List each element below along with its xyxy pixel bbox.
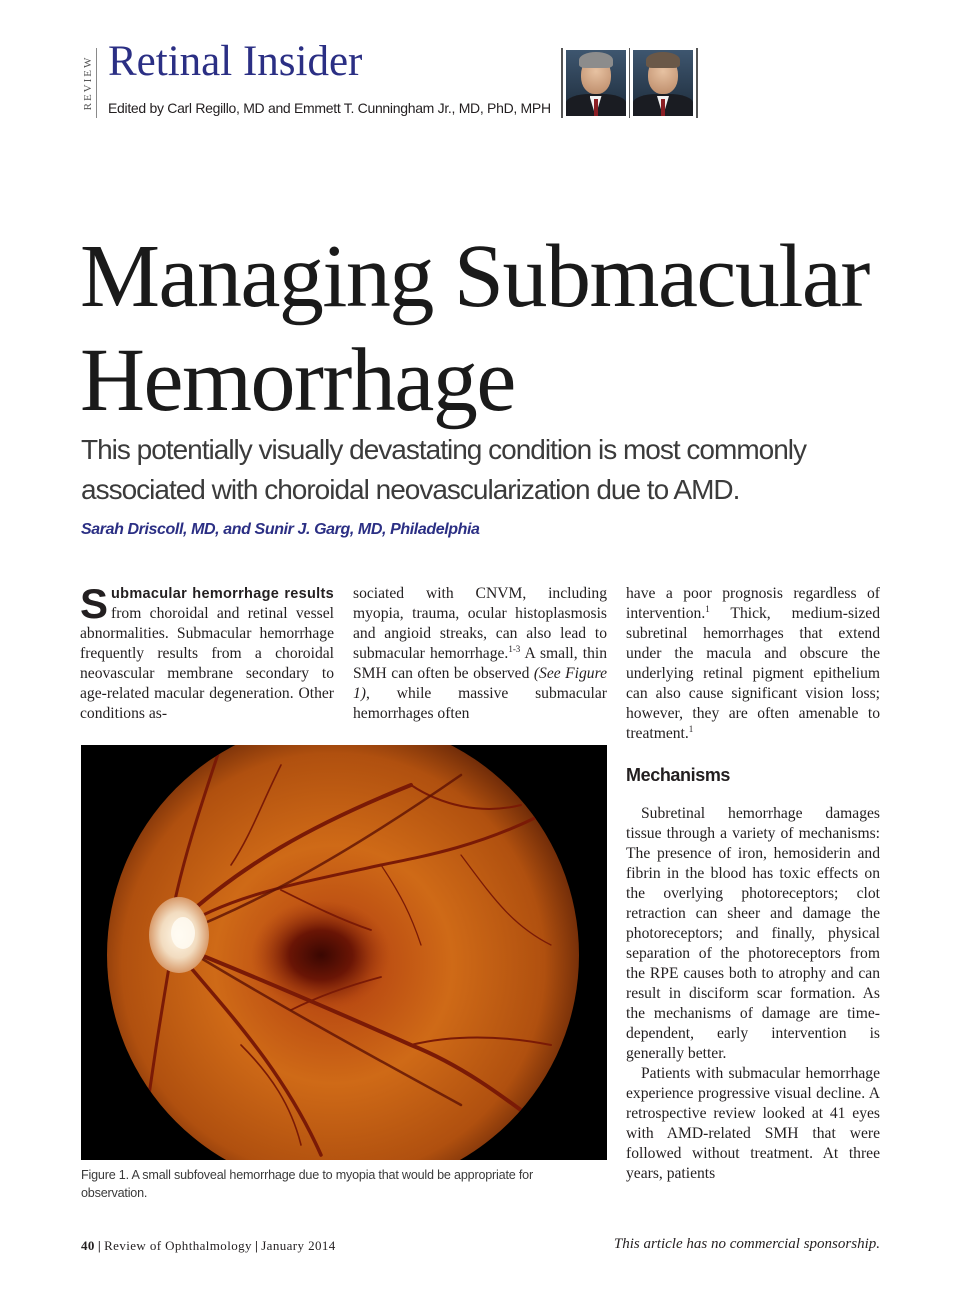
section-tab-label: REVIEW [82, 55, 94, 111]
intro-paragraph [80, 580, 334, 724]
footer-separator: | [97, 1238, 102, 1253]
column-3-paragraph [626, 584, 880, 744]
column-title: Retinal Insider [108, 38, 363, 85]
article-subtitle: This potentially visually devastating condition is most commonly associated with choroidal neovascularization due to AMD. [81, 434, 807, 505]
figure-caption: Figure 1. A small subfoveal hemorrhage due to myopia that would be appropriate for observation. [81, 1168, 533, 1200]
drop-cap: S [80, 580, 109, 627]
reference-superscript: 1-3 [508, 643, 521, 654]
publication-name: Review of Ophthalmology [104, 1238, 252, 1253]
reference-superscript: 1 [688, 723, 694, 734]
body-column-1 [80, 580, 334, 724]
figure-reference: (See Figure 1) [353, 665, 608, 702]
mechanisms-paragraph-2: Patients with submacular hemorrhage experience progressive visual decline. A retrospective review looked at 41 eyes with AMD-related SMH that were followed without treatment. At three years, patients [626, 1065, 880, 1182]
section-heading-mechanisms: Mechanisms [626, 765, 731, 785]
page-number: 40 [81, 1238, 95, 1253]
body-text: , while massive submacular hemorrhages often [353, 685, 607, 722]
intro-text: from choroidal and retinal vessel abnormalities. Submacular hemorrhage frequently results from a choroidal neovascular membrane secondary to age-related macular degeneration. Other conditions as- [80, 605, 334, 722]
body-column-2 [353, 584, 607, 724]
sponsorship-disclaimer: This article has no commercial sponsorship. [613, 1236, 880, 1252]
lead-in-text: ubmacular hemorrhage results [111, 586, 334, 602]
body-text: sociated with CNVM, including myopia, trauma, ocular histoplasmosis and angioid streaks, can also lead to submacular hemorrhage. [353, 585, 607, 662]
fundus-photograph [81, 745, 607, 1160]
editor-photos [558, 48, 701, 118]
column-2-paragraph [353, 584, 607, 724]
editor-photo-regillo [566, 50, 626, 116]
photo-divider [629, 48, 631, 118]
article-title-line-2: Hemorrhage [80, 331, 515, 430]
body-text: A small, thin SMH can often be observed [353, 645, 607, 682]
editor-photo-cunningham [633, 50, 693, 116]
article-title [80, 225, 900, 433]
photo-divider [696, 48, 698, 118]
reference-superscript: 1 [705, 603, 710, 614]
issue-date: January 2014 [261, 1238, 336, 1253]
footer-separator: | [254, 1238, 259, 1253]
body-column-3-top [626, 584, 880, 744]
mechanisms-paragraph-1: Subretinal hemorrhage damages tissue through a variety of mechanisms: The presence of iron, hemosiderin and fibrin in the blood has toxic effects on the overlying photoreceptors; clot retraction can sheer and damage the photoreceptors; and finally, physical separation of the photoreceptors from the RPE causes both to atrophy and can result in disciform scar formation. As the mechanisms of damage are time-dependent, early intervention is generally better. [626, 805, 880, 1062]
page-footer [81, 1238, 336, 1254]
fundus-image [81, 745, 607, 1160]
photo-divider [561, 48, 563, 118]
article-byline: Sarah Driscoll, MD, and Sunir J. Garg, MD, Philadelphia [81, 521, 480, 538]
article-title-line-1: Managing Submacular [80, 227, 869, 326]
body-text: have a poor prognosis regardless of intervention. [626, 585, 880, 622]
body-text: Thick, medium-sized subretinal hemorrhages that extend under the macula and obscure the underlying retinal pigment epithelium can also cause significant vision loss; however, they are often amenable to treatment. [626, 605, 880, 742]
section-tab [80, 48, 97, 118]
body-column-3-mechanisms [626, 804, 880, 1184]
editors-line: Edited by Carl Regillo, MD and Emmett T. Cunningham Jr., MD, PhD, MPH [108, 100, 551, 116]
